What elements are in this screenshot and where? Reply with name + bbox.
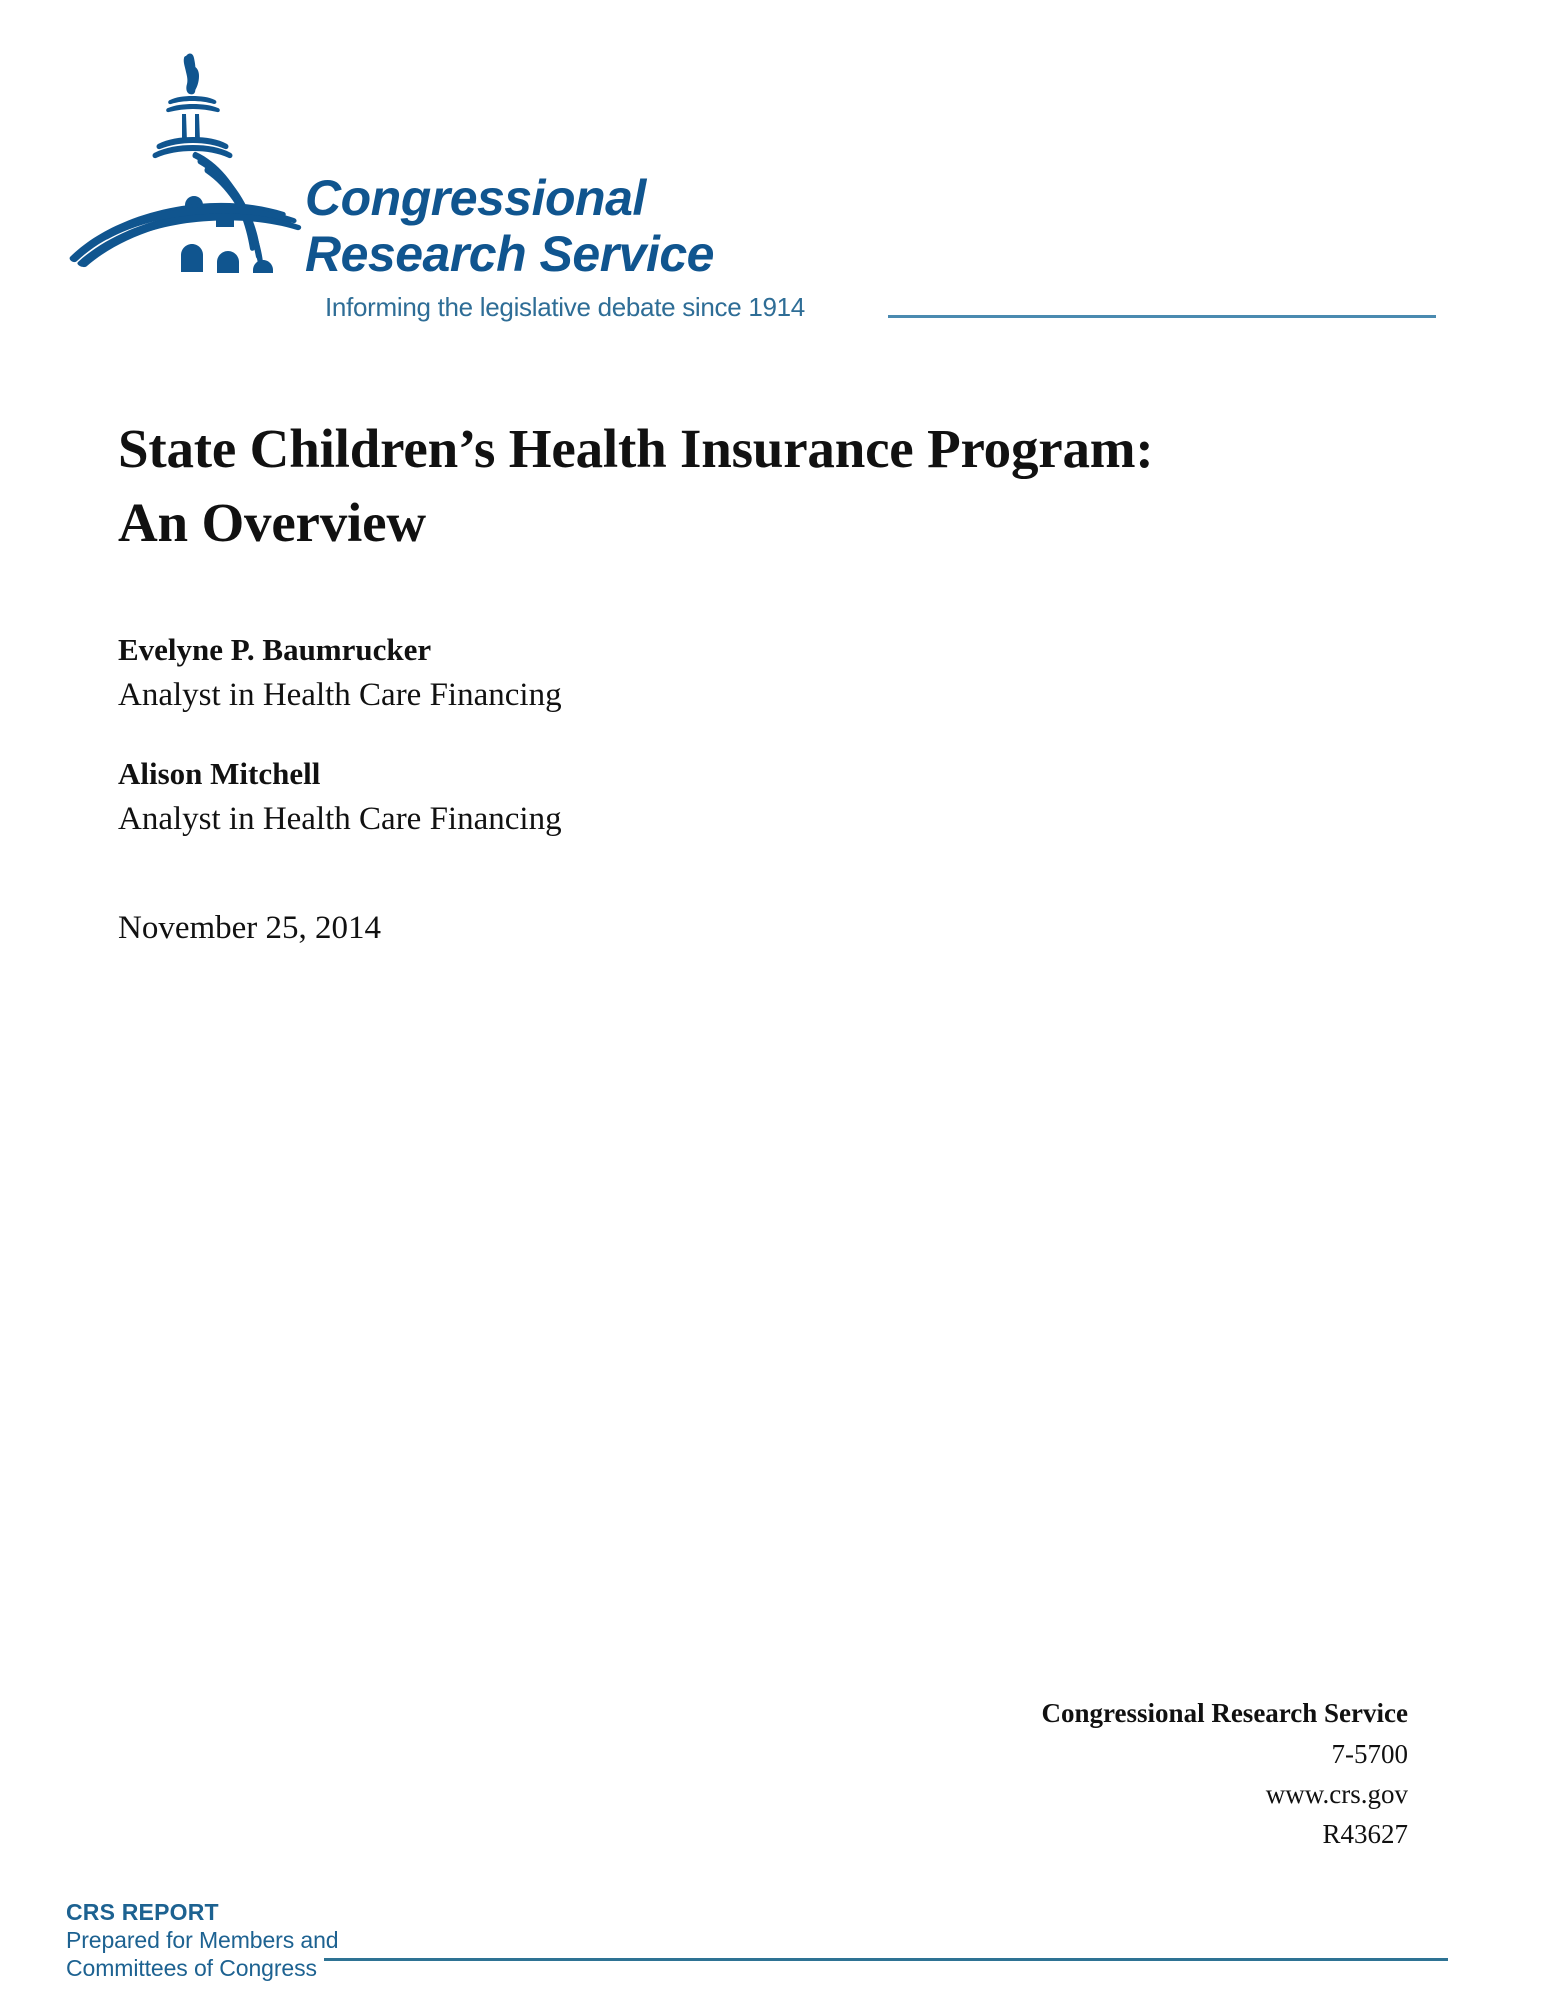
author-role: Analyst in Health Care Financing — [118, 801, 562, 837]
publication-date: November 25, 2014 — [118, 910, 382, 946]
crs-wordmark — [305, 170, 714, 282]
report-banner-subtitle-line2: Committees of Congress — [66, 1955, 317, 1981]
document-title-line2: An Overview — [118, 492, 426, 553]
footer-divider — [324, 1958, 1448, 1961]
author-name: Evelyne P. Baumrucker — [118, 632, 432, 667]
report-banner-subtitle-line1: Prepared for Members and — [66, 1927, 339, 1953]
contact-organization: Congressional Research Service — [1041, 1698, 1408, 1728]
author-list — [118, 628, 1018, 876]
author-role: Analyst in Health Care Financing — [118, 677, 562, 713]
masthead-divider — [888, 315, 1436, 318]
capitol-dome-icon — [62, 48, 312, 273]
author-name: Alison Mitchell — [118, 756, 321, 791]
crs-wordmark-line1: Congressional — [305, 170, 646, 226]
contact-website[interactable]: www.crs.gov — [1265, 1779, 1408, 1809]
contact-phone: 7-5700 — [1331, 1739, 1408, 1769]
document-title-line1: State Children’s Health Insurance Program: — [118, 418, 1154, 479]
report-number: R43627 — [1322, 1819, 1408, 1849]
document-title — [118, 412, 1388, 560]
contact-block — [708, 1692, 1408, 1854]
author-entry — [118, 752, 1018, 842]
author-entry — [118, 628, 1018, 718]
crs-wordmark-line2: Research Service — [305, 226, 714, 282]
report-banner — [66, 1898, 338, 1982]
report-banner-title: CRS REPORT — [66, 1899, 219, 1925]
page-title — [118, 412, 1388, 560]
crs-tagline: Informing the legislative debate since 1914 — [325, 292, 805, 322]
masthead — [0, 0, 1548, 330]
